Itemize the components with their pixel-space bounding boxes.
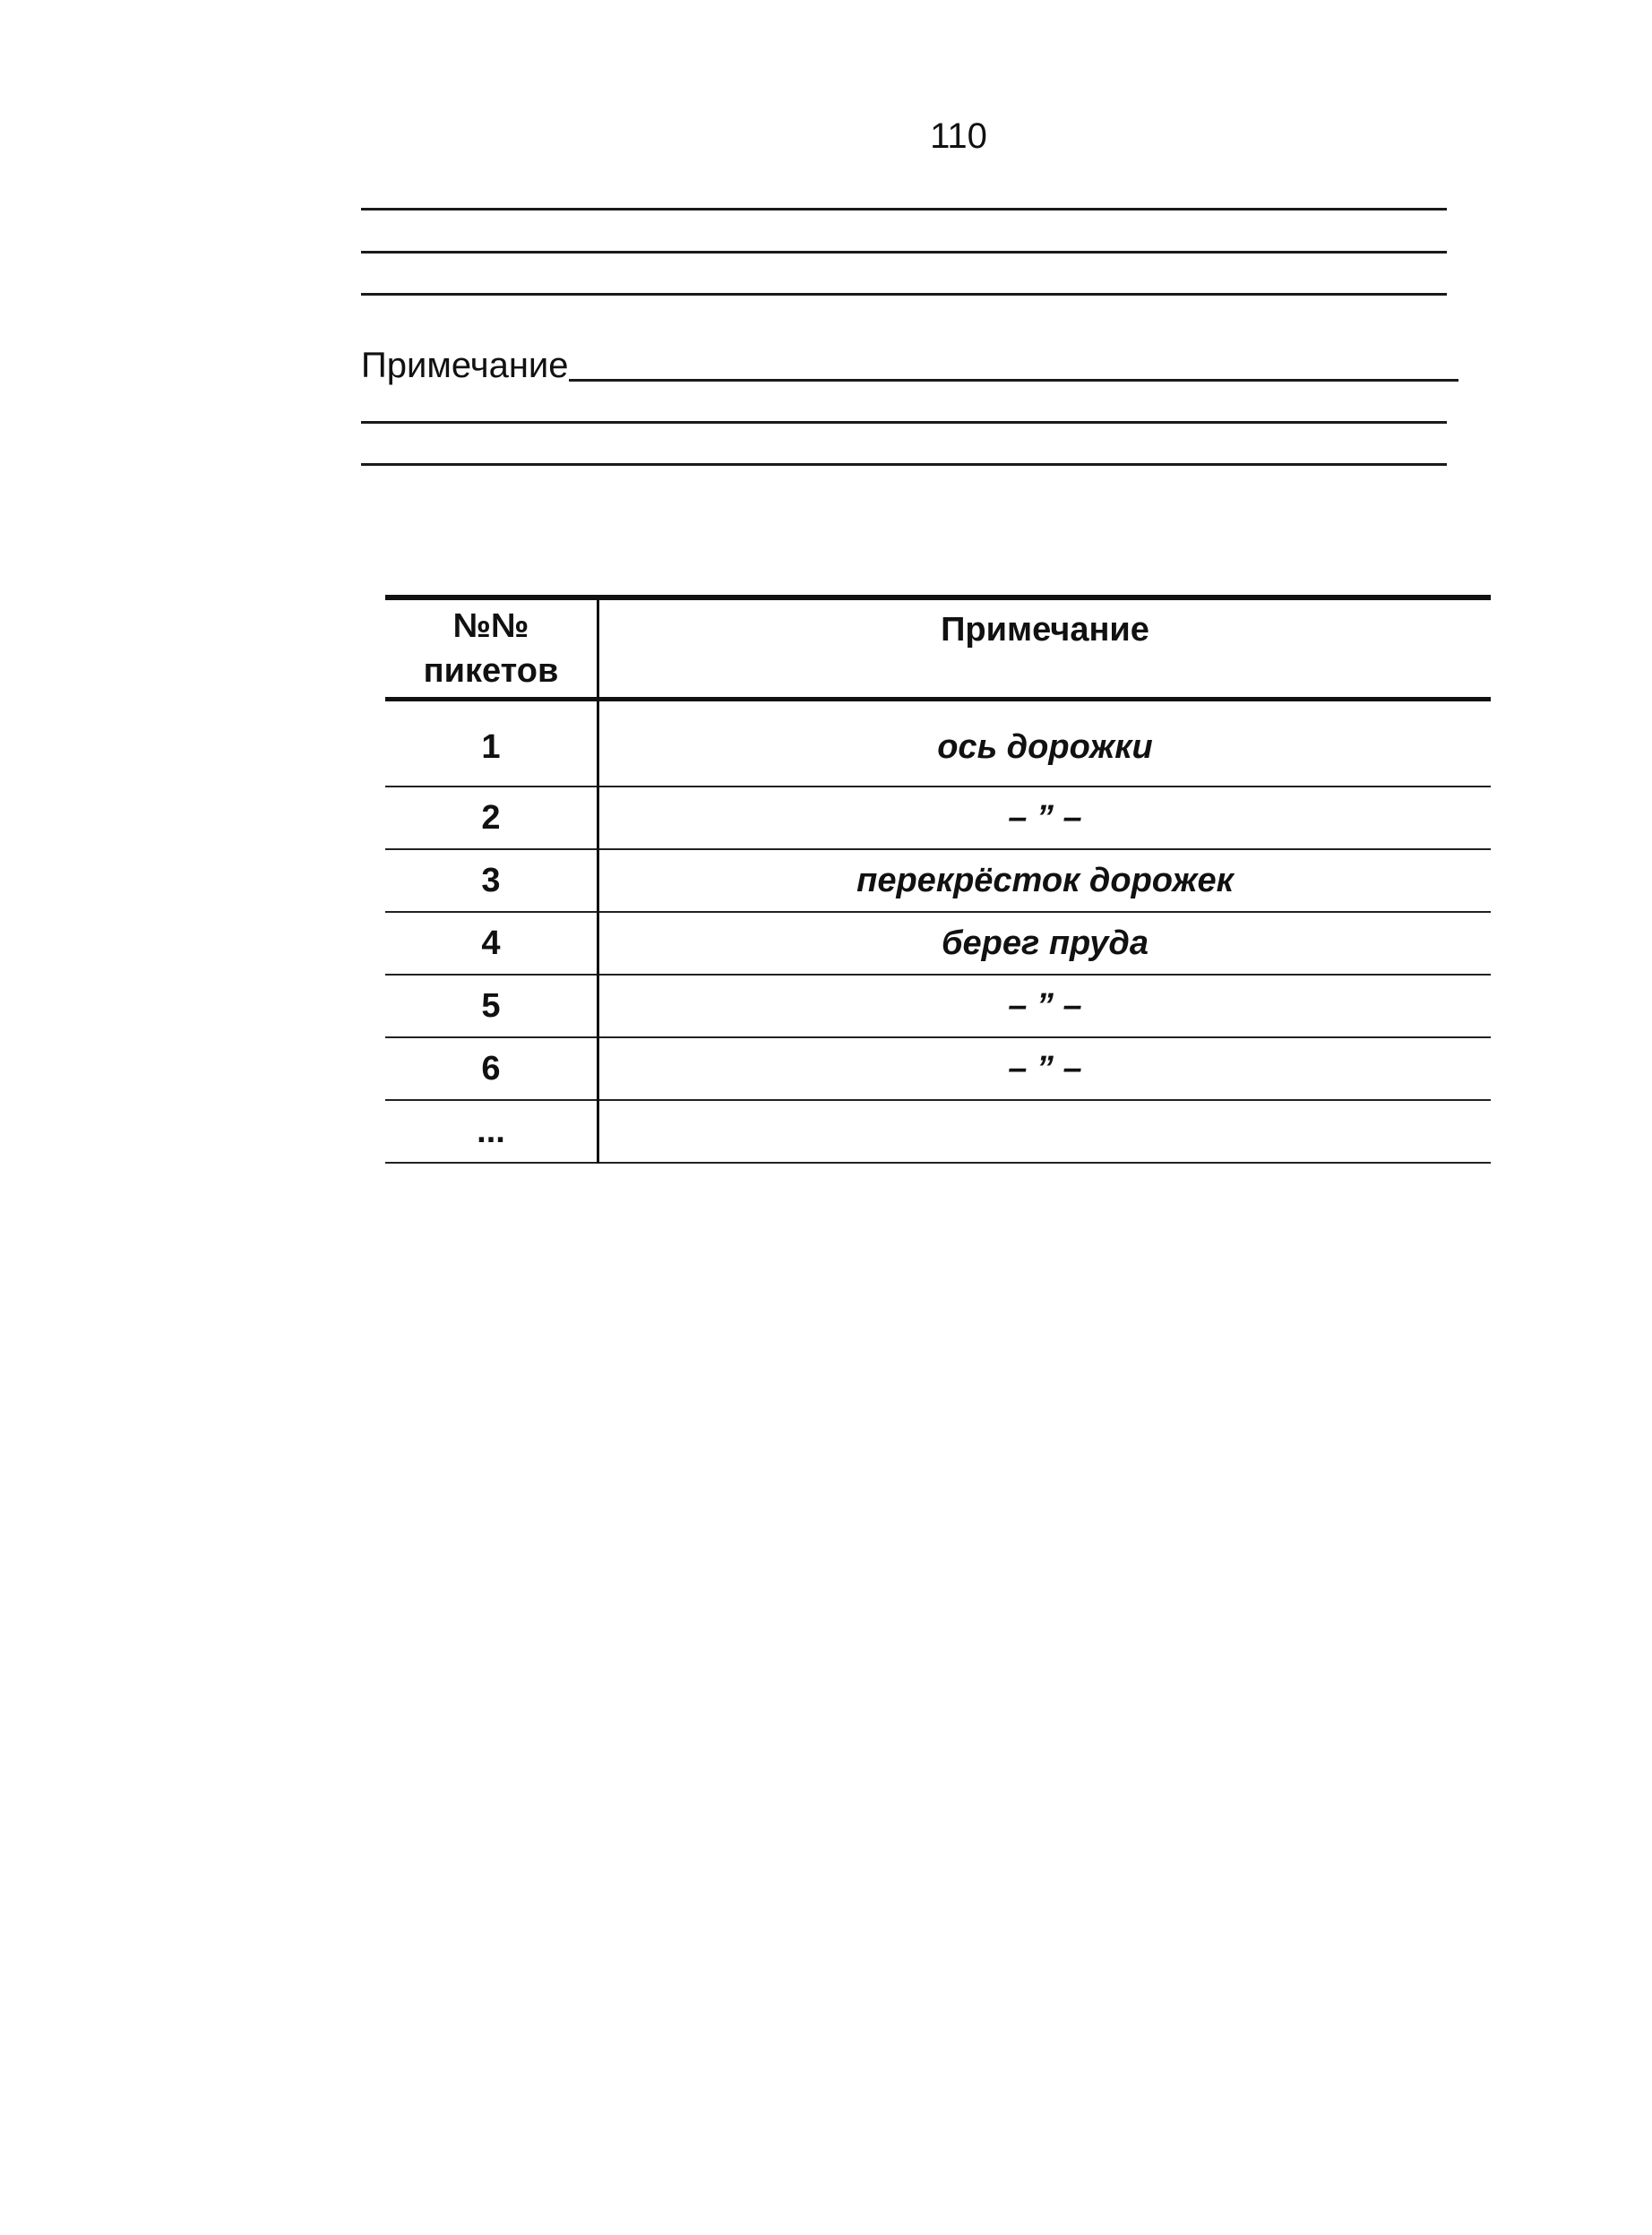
picket-number: ... — [385, 1100, 598, 1163]
table-row — [385, 787, 1491, 849]
picket-number: 6 — [385, 1037, 598, 1100]
table-row — [385, 975, 1491, 1037]
picket-note: – ” – — [598, 1037, 1492, 1100]
blank-line — [361, 293, 1447, 296]
picket-note: перекрёсток дорожек — [598, 849, 1492, 912]
picket-number: 5 — [385, 975, 598, 1037]
page-number: 110 — [930, 116, 987, 156]
table-row — [385, 849, 1491, 912]
picket-note: ось дорожки — [598, 700, 1492, 787]
blank-line — [361, 208, 1447, 211]
picket-note: берег пруда — [598, 912, 1492, 975]
picket-number: 2 — [385, 787, 598, 849]
note-fill-line — [569, 379, 1458, 382]
table-row — [385, 912, 1491, 975]
picket-note — [598, 1100, 1492, 1163]
header-note: Примечание — [598, 597, 1492, 700]
picket-note: – ” – — [598, 975, 1492, 1037]
table-row — [385, 1100, 1491, 1163]
blank-line — [361, 463, 1447, 466]
blank-line — [361, 421, 1447, 424]
picket-note: – ” – — [598, 787, 1492, 849]
picket-number: 4 — [385, 912, 598, 975]
picket-number: 3 — [385, 849, 598, 912]
header-picket-number — [385, 597, 598, 700]
table-row — [385, 1037, 1491, 1100]
header-number-line1: №№ — [452, 607, 529, 645]
pickets-table — [385, 595, 1491, 1164]
note-row — [361, 340, 1458, 385]
blank-line — [361, 251, 1447, 254]
table-row — [385, 700, 1491, 787]
note-label: Примечание — [361, 346, 569, 385]
picket-number: 1 — [385, 700, 598, 787]
header-number-line2: пикетов — [423, 652, 559, 690]
table-header-row — [385, 597, 1491, 700]
